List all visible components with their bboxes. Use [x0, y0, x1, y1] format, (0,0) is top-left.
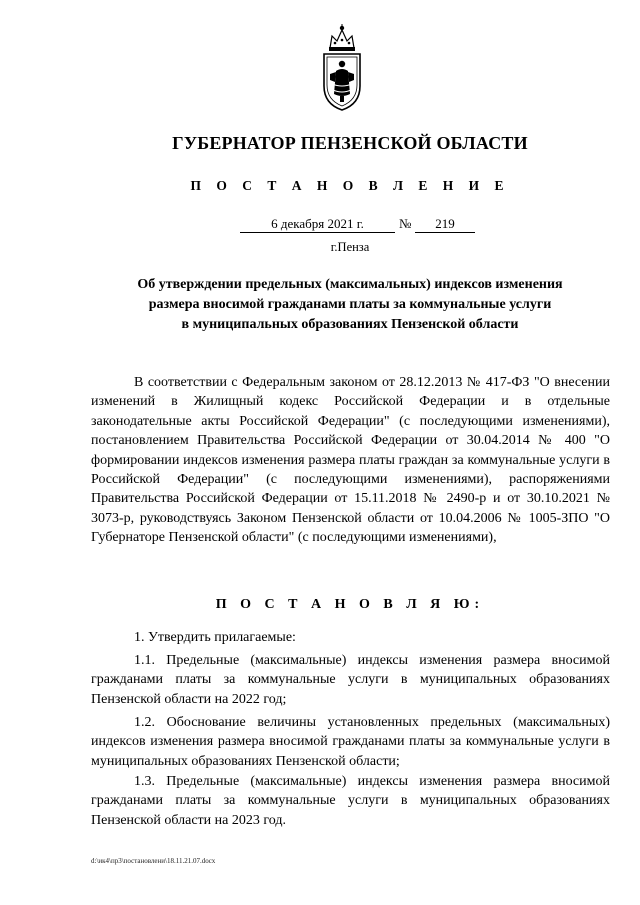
issuer-title: ГУБЕРНАТОР ПЕНЗЕНСКОЙ ОБЛАСТИ	[172, 133, 528, 153]
preamble-paragraph: В соответствии с Федеральным законом от 28.12.2013 № 417-ФЗ "О внесении изменений в Жилищный кодекс Российской Федерации и в отдельные законодательные акты Российской Федерации" (с последующими изменениями), постановлением Правительства Российской Федерации от 30.04.2014 № 400 "О формировании индексов изменения размера платы граждан за коммунальные услуги в Российской Федерации" (с последующими изменениями), распоряжениями Правительства Российской Федерации от 15.11.2018 № 2490-р и от 30.10.2021 № 3073-р, руководствуясь Законом Пензенской области от 10.04.2006 № 1005-ЗПО "О Губернаторе Пензенской области" (с последующими изменениями),	[91, 375, 610, 546]
subject-line: размера вносимой гражданами платы за коммунальные услуги	[148, 297, 552, 312]
subject-line: в муниципальных образованиях Пензенской области	[181, 317, 519, 332]
city-label: г.Пенза	[330, 240, 370, 254]
coat-of-arms-emblem	[318, 24, 366, 112]
number-sign: №	[399, 216, 412, 231]
item-paragraph: 1.1. Предельные (максимальные) индексы изменения размера вносимой гражданами платы за коммунальные услуги в муниципальных образованиях Пензенской области на 2022 год;	[91, 653, 610, 707]
decree-word: П О С Т А Н О В Л Я Ю:	[215, 597, 485, 612]
document-type: П О С Т А Н О В Л Е Н И Е	[190, 178, 510, 193]
date-number-line	[0, 216, 640, 234]
item-paragraph: 1. Утвердить прилагаемые:	[134, 630, 296, 645]
item-paragraph: 1.2. Обоснование величины установленных предельных (максимальных) индексов изменения размера вносимой гражданами платы за коммунальные услуги в муниципальных образованиях Пензенской области;	[91, 715, 610, 769]
document-date: 6 декабря 2021 г.	[240, 216, 395, 233]
item-paragraph: 1.3. Предельные (максимальные) индексы изменения размера вносимой гражданами платы за коммунальные услуги в муниципальных образованиях Пензенской области на 2023 год.	[91, 774, 610, 828]
document-subject	[110, 275, 590, 335]
file-path-footer: d:\ик4\пр3\постановлени\18.11.21.07.docx	[91, 857, 216, 865]
penza-region-coat-of-arms-icon	[318, 24, 366, 112]
document-number: 219	[415, 216, 475, 233]
subject-line: Об утверждении предельных (максимальных) индексов изменения	[137, 277, 563, 292]
